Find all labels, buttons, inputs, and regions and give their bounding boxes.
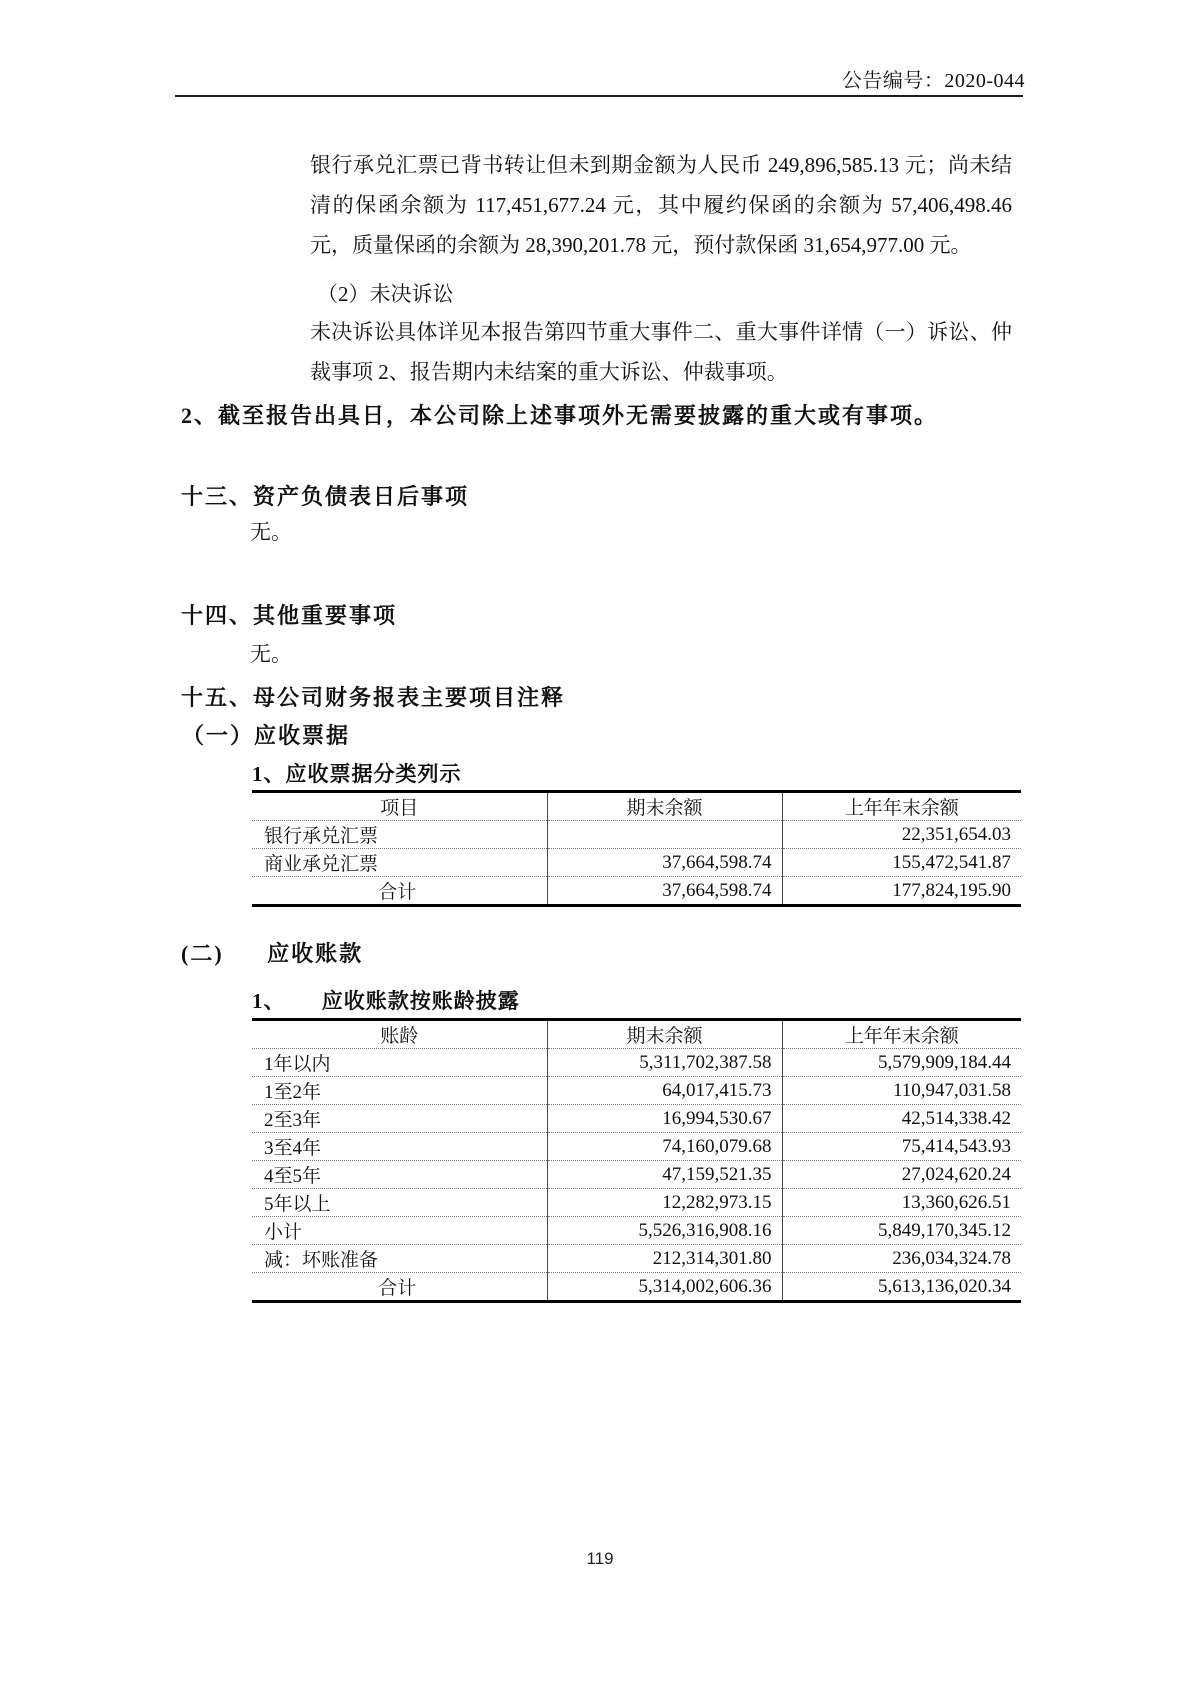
section-15-title: 十五、母公司财务报表主要项目注释 [181,685,566,710]
amount-cell: 5,526,316,908.16 [547,1217,782,1245]
row-label-cell: 5年以上 [252,1189,547,1217]
amount-cell: 37,664,598.74 [547,877,782,906]
section-14-title: 十四、其他重要事项 [181,603,398,628]
amount-cell: 155,472,541.87 [782,849,1021,877]
amount-cell: 42,514,338.42 [782,1105,1021,1133]
paragraph-no-other-contingency: 2、截至报告出具日，本公司除上述事项外无需要披露的重大或有事项。 [181,403,939,428]
table-row [252,877,1021,906]
amount-cell: 236,034,324.78 [782,1245,1021,1273]
amount-cell: 5,579,909,184.44 [782,1049,1021,1077]
table1-title: 1、应收票据分类列示 [252,762,462,786]
amount-cell: 75,414,543.93 [782,1133,1021,1161]
row-label-cell: 合计 [252,877,547,906]
amount-cell: 37,664,598.74 [547,849,782,877]
amount-cell: 5,314,002,606.36 [547,1273,782,1302]
table-row [252,1077,1021,1105]
row-label-cell: 3至4年 [252,1133,547,1161]
table-row [252,1161,1021,1189]
column-header-closing-balance: 期末余额 [547,1020,782,1049]
amount-cell: 5,849,170,345.12 [782,1217,1021,1245]
announcement-number: 公告编号：2020-044 [841,70,1025,92]
section-13-content: 无。 [250,520,292,544]
amount-cell: 177,824,195.90 [782,877,1021,906]
table2-title-text: 应收账款按账龄披露 [321,989,520,1013]
table-header-row [252,1020,1021,1049]
table-row [252,1273,1021,1302]
column-header-prior-year-balance: 上年年末余额 [782,1020,1021,1049]
table-row [252,1133,1021,1161]
table-row [252,1049,1021,1077]
table-body [252,821,1021,906]
amount-cell: 5,613,136,020.34 [782,1273,1021,1302]
amount-cell: 12,282,973.15 [547,1189,782,1217]
amount-cell: 27,024,620.24 [782,1161,1021,1189]
subsection-1-title: （一）应收票据 [182,723,351,748]
row-label-cell: 商业承兑汇票 [252,849,547,877]
column-header-aging: 账龄 [252,1020,547,1049]
table-row [252,849,1021,877]
accounts-receivable-aging-table [252,1018,1021,1303]
row-label-cell: 2至3年 [252,1105,547,1133]
amount-cell: 16,994,530.67 [547,1105,782,1133]
row-label-cell: 小计 [252,1217,547,1245]
paragraph-endorsed-bills: 银行承兑汇票已背书转让但未到期金额为人民币 249,896,585.13 元；尚未结清的保函余额为 117,451,677.24 元，其中履约保函的余额为 57,406,498.46 元，质量保函的余额为 28,390,201.78 元，预付款保函 31,654,977.00 元。 [310,153,1012,257]
table2-number: 1、 [252,989,286,1013]
table-body [252,1049,1021,1302]
row-label-cell: 银行承兑汇票 [264,826,379,847]
section-14-content: 无。 [250,642,292,666]
table-row [252,821,1021,849]
paragraph-pending-litigation-heading: （2）未决诉讼 [317,282,454,306]
amount-cell: 110,947,031.58 [782,1077,1021,1105]
column-header-closing-balance: 期末余额 [547,792,782,821]
table-row [252,1217,1021,1245]
amount-cell: 47,159,521.35 [547,1161,782,1189]
amount-cell: 5,311,702,387.58 [547,1049,782,1077]
subsection-2-label: 应收账款 [267,941,364,966]
subsection-2-number: (二) [181,941,224,966]
amount-cell [547,821,782,849]
page-number: 119 [586,1549,614,1568]
section-13-title: 十三、资产负债表日后事项 [181,484,470,509]
bills-receivable-table [252,790,1021,907]
row-label-cell: 1至2年 [252,1077,547,1105]
row-label-cell: 合计 [252,1273,547,1302]
table-row [252,1245,1021,1273]
table2-title [252,986,520,1016]
column-header-item: 项目 [252,792,547,821]
subsection-2-title [181,938,363,970]
amount-cell: 74,160,079.68 [547,1133,782,1161]
row-label-cell: 减：坏账准备 [252,1245,547,1273]
row-label-cell: 1年以内 [264,1054,331,1075]
table-row [252,1189,1021,1217]
column-header-prior-year-balance: 上年年末余额 [782,792,1021,821]
amount-cell: 22,351,654.03 [782,821,1021,849]
amount-cell: 212,314,301.80 [547,1245,782,1273]
paragraph-pending-litigation-detail: 未决诉讼具体详见本报告第四节重大事件二、重大事件详情（一）诉讼、仲裁事项 2、报告期内未结案的重大诉讼、仲裁事项。 [310,320,1012,384]
amount-cell: 64,017,415.73 [547,1077,782,1105]
table-header-row [252,792,1021,821]
amount-cell: 13,360,626.51 [782,1189,1021,1217]
row-label-cell: 4至5年 [252,1161,547,1189]
table-row [252,1105,1021,1133]
header-divider [175,95,1023,97]
